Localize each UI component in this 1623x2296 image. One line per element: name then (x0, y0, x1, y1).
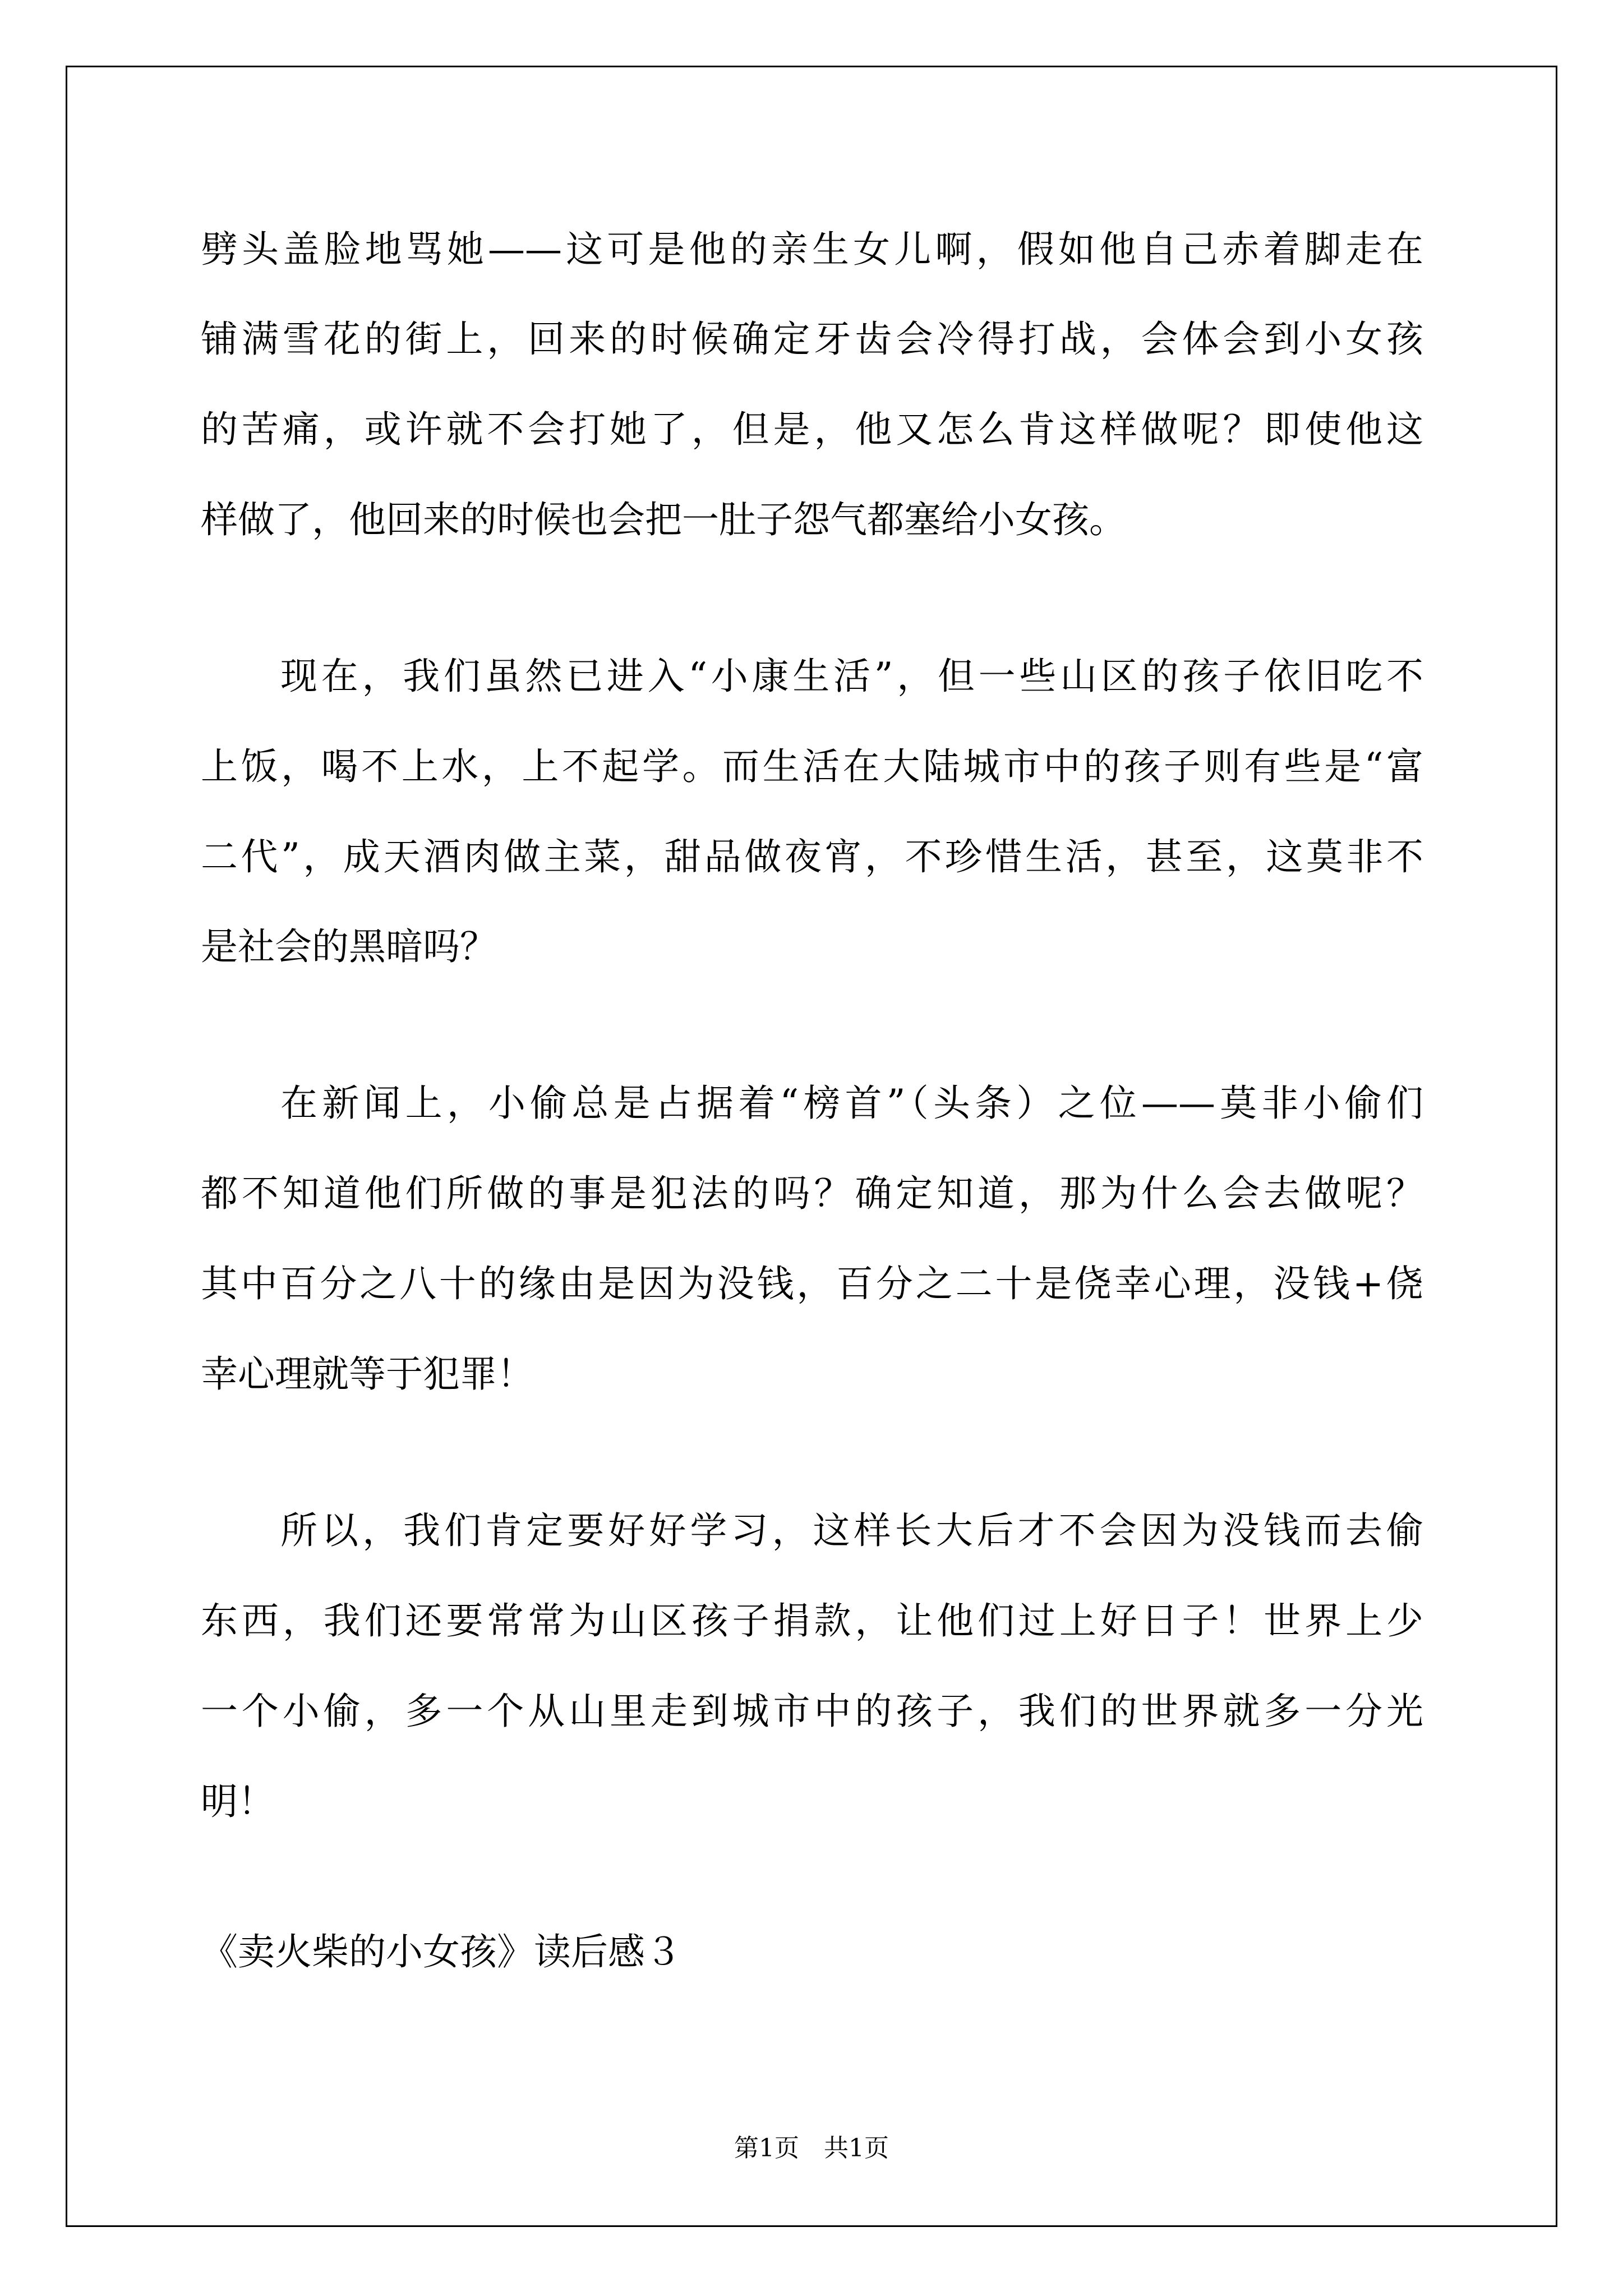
paragraph-4-line-1: 所以，我们肯定要好好学习，这样长大后才不会因为没钱而去偷 (280, 1509, 1423, 1552)
paragraph-1-line-2: 铺满雪花的街上，回来的时候确定牙齿会冷得打战，会体会到小女孩 (201, 318, 1423, 361)
paragraph-4-line-2: 东西，我们还要常常为山区孩子捐款，让他们过上好日子！世界上少 (201, 1599, 1423, 1642)
paragraph-2-line-1: 现在，我们虽然已进入“小康生活”，但一些山区的孩子依旧吃不 (280, 655, 1423, 698)
paragraph-3-line-2: 都不知道他们所做的事是犯法的吗？确定知道，那为什么会去做呢？ (201, 1172, 1423, 1215)
paragraph-1-line-1: 劈头盖脸地骂她——这可是他的亲生女儿啊，假如他自己赤着脚走在 (201, 228, 1423, 271)
paragraph-3-line-1: 在新闻上，小偷总是占据着“榜首”（头条）之位——莫非小偷们 (280, 1082, 1423, 1125)
paragraph-1-line-3: 的苦痛，或许就不会打她了，但是，他又怎么肯这样做呢？即使他这 (201, 408, 1423, 451)
page-footer: 第1页 共1页 (734, 2134, 889, 2162)
paragraph-4-line-4: 明！ (201, 1780, 275, 1823)
page-border (66, 66, 1557, 2227)
paragraph-4-line-3: 一个小偷，多一个从山里走到城市中的孩子，我们的世界就多一分光 (201, 1690, 1423, 1733)
paragraph-1-line-4: 样做了，他回来的时候也会把一肚子怨气都塞给小女孩。 (201, 498, 1126, 541)
paragraph-2-line-2: 上饭，喝不上水，上不起学。而生活在大陆城市中的孩子则有些是“富 (201, 745, 1423, 788)
paragraph-3-line-4: 幸心理就等于犯罪！ (201, 1352, 534, 1396)
paragraph-2-line-4: 是社会的黑暗吗？ (201, 925, 497, 968)
paragraph-2-line-3: 二代”，成天酒肉做主菜，甜品做夜宵，不珍惜生活，甚至，这莫非不 (201, 835, 1423, 878)
section-title: 《卖火柴的小女孩》读后感３ (201, 1930, 682, 1973)
paragraph-3-line-3: 其中百分之八十的缘由是因为没钱，百分之二十是侥幸心理，没钱+侥 (201, 1262, 1423, 1305)
